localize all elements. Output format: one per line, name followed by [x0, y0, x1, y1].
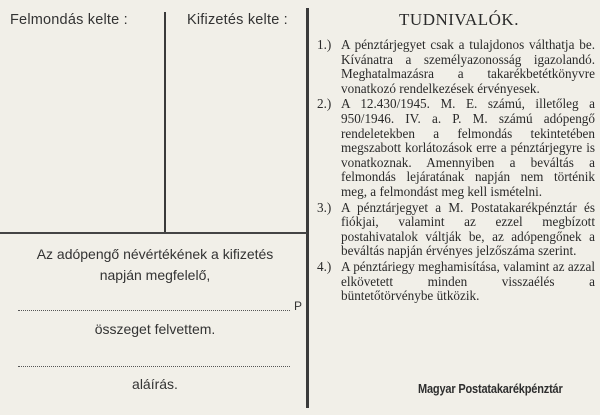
note-item [313, 260, 595, 304]
tudnivalok-title: TUDNIVALÓK. [399, 10, 519, 29]
note-text: A 12.430/1945. M. E. számú, illetőleg a 950/1946. IV. a. P. M. számú adópengő rendeletekben a felmondás tekintetében megszabott korlátozások erre a pénztárjegyre is vonatkoznak. Amennyiben a beváltás a felmondás lejáratának napján nem történik meg, a felmondást meg kell ismételni. [341, 96, 595, 199]
note-number: 2.) [317, 96, 332, 112]
note-item [313, 97, 595, 199]
note-number: 3.) [317, 199, 332, 215]
publisher-name: Magyar Postatakarékpénztár [418, 382, 563, 396]
note-number: 1.) [317, 37, 332, 52]
adopengo-line-1: Az adópengő névértékének a kifizetés [36, 246, 274, 262]
date-column-divider [164, 12, 166, 232]
form-section-divider [0, 232, 307, 234]
felmondas-kelte-label: Felmondás kelte : [10, 12, 128, 28]
note-item [313, 38, 595, 96]
p-mark: P [294, 299, 303, 313]
note-text: A pénztáriegy meghamisítása, valamint az azzal elkövetett minden visszaélés a büntetőtörvénybe ütközik. [341, 258, 595, 304]
alairas-label: aláírás. [132, 376, 178, 392]
amount-field-line [18, 310, 290, 311]
note-text: A pénztárjegyet a M. Postatakarékpénztár és fiókjai, valamint az ezzel megbízott postahivatalok váltják be, az adópengőnek a beváltás napján érvényes jelzőszáma szerint. [341, 199, 595, 259]
adopengo-line-2: napján megfelelő, [99, 267, 211, 283]
kifizetes-kelte-label: Kifizetés kelte : [187, 12, 288, 28]
note-number: 4.) [317, 258, 332, 274]
signature-field-line [18, 366, 290, 367]
note-text: A pénztárjegyet csak a tulajdonos válthatja be. Kívánatra a személyazonosság igazolandó. Meghatalmazásra a takarékbetétkönyvre vonatkozó rendelkezések érvényesek. [341, 37, 595, 96]
tudnivalok-list [313, 38, 595, 305]
osszeget-felvettem-label: összeget felvettem. [94, 321, 216, 337]
main-divider-line [306, 8, 309, 408]
note-item [313, 201, 595, 259]
